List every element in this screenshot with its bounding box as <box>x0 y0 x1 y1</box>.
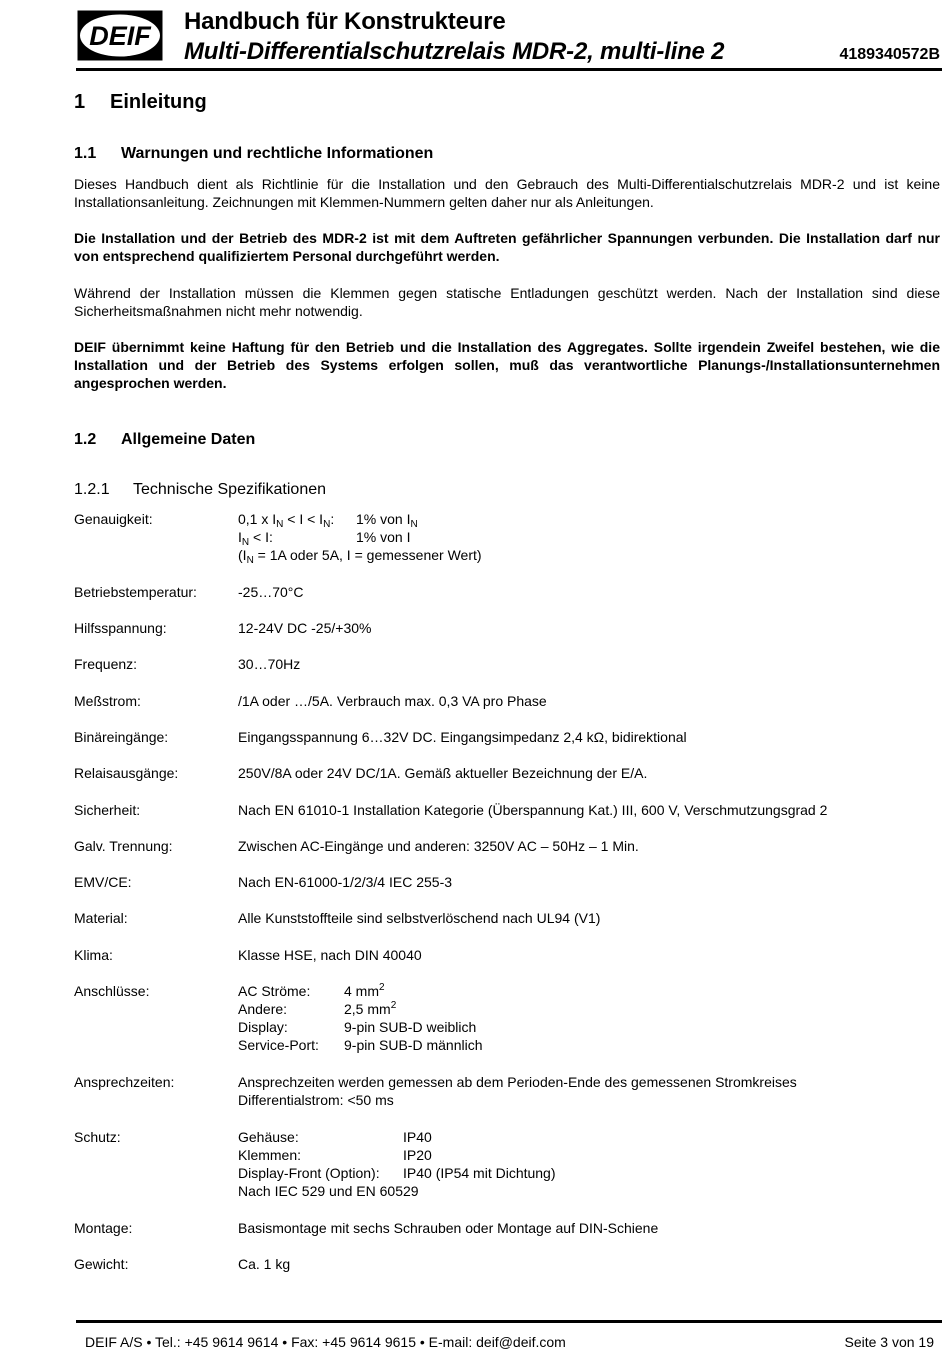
spec-value-sicherheit: Nach EN 61010-1 Installation Kategorie (Überspannung Kat.) III, 600 V, Verschmutzungsgrad 2 <box>238 802 828 818</box>
spec-label-hilfsspannung: Hilfsspannung: <box>74 620 167 636</box>
section-1-2-heading <box>74 431 255 449</box>
section-number: 1 <box>74 91 86 113</box>
spec-label-anschluesse: Anschlüsse: <box>74 983 150 999</box>
section-1-1-heading <box>74 145 433 163</box>
spec-value-emv: Nach EN-61000-1/2/3/4 IEC 255-3 <box>238 874 453 890</box>
header-title: Handbuch für Konstrukteure <box>184 8 506 35</box>
section-title: Technische Spezifikationen <box>133 481 327 498</box>
spec-value-anschluesse: AC Ströme: 4 $mm^2$ Andere: 2,5 $mm^2$ Display: 9-pin SUB-D weiblich Service-Port: 9-pin SUB-D männlich <box>238 982 483 1053</box>
section-1-heading <box>74 91 207 114</box>
section-title: Allgemeine Daten <box>121 431 256 448</box>
spec-value-hilfsspannung: 12-24V DC -25/+30% <box>238 620 372 636</box>
spec-label-material: Material: <box>74 910 128 926</box>
spec-value-schutz: Gehäuse: IP40 Klemmen: IP20 Display-Front (Option): IP40 (IP54 mit Dichtung) Nach IEC 529 und EN 60529 <box>238 1129 556 1199</box>
section-number: 1.2 <box>74 431 97 448</box>
document-number: 4189340572B <box>839 46 940 63</box>
deif-logo-text: DEIF <box>89 21 151 51</box>
spec-label-sicherheit: Sicherheit: <box>74 802 141 818</box>
spec-value-galv-trennung: Zwischen AC-Eingänge und anderen: 3250V AC – 50Hz – 1 Min. <box>238 838 639 854</box>
spec-value-gewicht: Ca. 1 kg <box>238 1256 291 1272</box>
spec-value-relaisausgaenge: 250V/8A oder 24V DC/1A. Gemäß aktueller Bezeichnung der E/A. <box>238 765 648 781</box>
spec-value-binaereingaenge: Eingangsspannung 6…32V DC. Eingangsimpedanz 2,4 kΩ, bidirektional <box>238 729 687 745</box>
footer-rule <box>76 1320 942 1323</box>
section-title: Einleitung <box>110 91 207 113</box>
paragraph-intro: Dieses Handbuch dient als Richtlinie für die Installation und den Gebrauch des Multi-Differentialschutzrelais MDR-2 und ist keine Installationsanleitung. Zeichnungen mit Klemmen-Nummern gelten daher nur als Anleitungen. <box>74 176 940 210</box>
spec-label-gewicht: Gewicht: <box>74 1256 129 1272</box>
spec-label-schutz: Schutz: <box>74 1129 121 1145</box>
spec-value-klima: Klasse HSE, nach DIN 40040 <box>238 947 422 963</box>
spec-value-genauigkeit: 0,1 x $I_N < I < I_N$: 1% von $I_N$ $I_N < I$: 1% von I ($I_N = 1A$ oder 5A, I = gemessener Wert) <box>238 511 482 566</box>
spec-label-temperatur: Betriebstemperatur: <box>74 584 197 600</box>
spec-label-ansprechzeiten: Ansprechzeiten: <box>74 1074 175 1090</box>
header-subtitle: Multi-Differentialschutzrelais MDR-2, multi-line 2 <box>184 38 725 65</box>
spec-label-galv-trennung: Galv. Trennung: <box>74 838 173 854</box>
paragraph-warning: Die Installation und der Betrieb des MDR-2 ist mit dem Auftreten gefährlicher Spannungen verbunden. Die Installation darf nur von entsprechend qualifiziertem Personal durchgeführt werden. <box>74 230 940 264</box>
paragraph-static: Während der Installation müssen die Klemmen gegen statische Entladungen geschützt werden. Nach der Installation sind diese Sicherheitsmaßnahmen nicht mehr notwendig. <box>74 285 940 319</box>
section-number: 1.2.1 <box>74 481 110 498</box>
spec-label-emv: EMV/CE: <box>74 874 132 890</box>
spec-label-messstrom: Meßstrom: <box>74 693 141 709</box>
spec-label-binaereingaenge: Binäreingänge: <box>74 729 169 745</box>
paragraph-liability: DEIF übernimmt keine Haftung für den Betrieb und die Installation des Aggregates. Sollte irgendein Zweifel bestehen, wie die Installation und der Betrieb des Systems erfolgen sollen, muß das verantwortliche Planungs-/Installationsunternehmen angesprochen werden. <box>74 339 940 391</box>
spec-value-ansprechzeiten: Ansprechzeiten werden gemessen ab dem Perioden-Ende des gemessenen Stromkreises Differentialstrom: <50 ms <box>238 1074 797 1108</box>
page-number: Seite 3 von 19 <box>844 1334 934 1350</box>
spec-label-montage: Montage: <box>74 1220 133 1236</box>
spec-label-klima: Klima: <box>74 947 113 963</box>
spec-value-messstrom: /1A oder …/5A. Verbrauch max. 0,3 VA pro Phase <box>238 693 547 709</box>
section-title: Warnungen und rechtliche Informationen <box>121 145 434 162</box>
spec-value-material: Alle Kunststoffteile sind selbstverlöschend nach UL94 (V1) <box>238 910 601 926</box>
spec-label-genauigkeit: Genauigkeit: <box>74 511 153 527</box>
spec-value-montage: Basismontage mit sechs Schrauben oder Montage auf DIN-Schiene <box>238 1220 659 1236</box>
spec-value-frequenz: 30…70Hz <box>238 656 301 672</box>
section-1-2-1-heading <box>74 481 326 499</box>
section-number: 1.1 <box>74 145 97 162</box>
spec-value-temperatur: -25…70°C <box>238 584 304 600</box>
footer-contact: DEIF A/S • Tel.: +45 9614 9614 • Fax: +45 9614 9615 • E-mail: deif@deif.com <box>85 1334 566 1350</box>
deif-logo <box>76 9 164 62</box>
header-rule <box>76 68 942 71</box>
spec-label-relaisausgaenge: Relaisausgänge: <box>74 765 179 781</box>
spec-label-frequenz: Frequenz: <box>74 656 138 672</box>
